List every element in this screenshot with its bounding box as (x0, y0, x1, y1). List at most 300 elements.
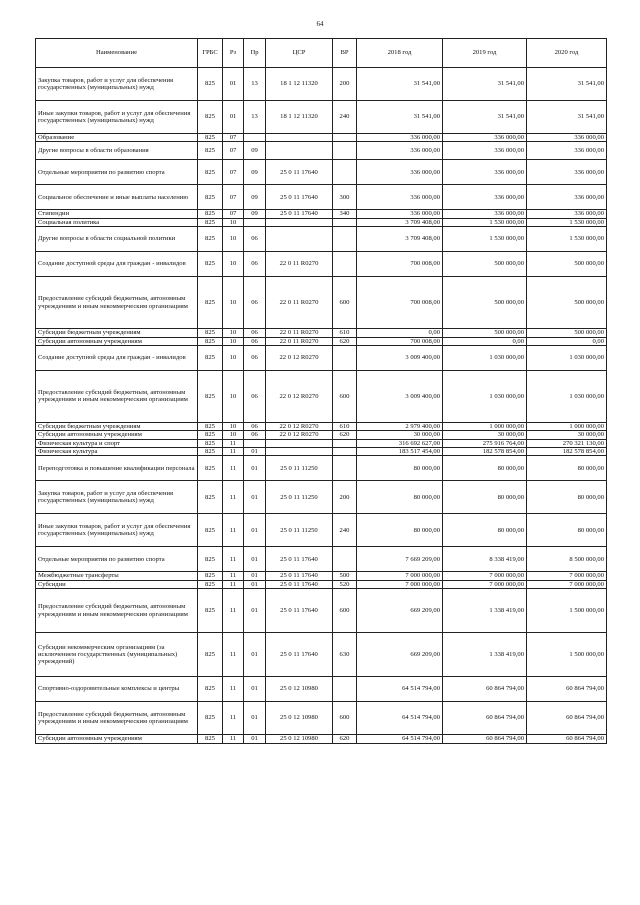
rz-cell: 01 (223, 68, 244, 101)
amount-2018-cell: 336 000,00 (357, 134, 443, 142)
csr-cell (266, 448, 333, 456)
amount-2020-cell: 336 000,00 (527, 185, 607, 210)
csr-cell: 22 0 12 R0270 (266, 345, 333, 370)
grbs-cell: 825 (198, 252, 223, 277)
grbs-cell: 825 (198, 547, 223, 572)
rz-cell: 10 (223, 252, 244, 277)
amount-2019-cell: 8 338 419,00 (443, 547, 527, 572)
amount-2020-cell: 80 000,00 (527, 514, 607, 547)
vr-cell (333, 142, 357, 160)
amount-2019-cell: 31 541,00 (443, 68, 527, 101)
grbs-cell: 825 (198, 227, 223, 252)
amount-2020-cell: 80 000,00 (527, 481, 607, 514)
header-grbs: ГРБС (198, 39, 223, 68)
csr-cell: 25 0 12 10980 (266, 735, 333, 743)
amount-2019-cell: 31 541,00 (443, 101, 527, 134)
pr-cell: 09 (244, 185, 266, 210)
rz-cell: 10 (223, 277, 244, 329)
amount-2019-cell: 1 000 000,00 (443, 422, 527, 430)
row-name-cell: Субсидии (36, 580, 198, 588)
row-name-cell: Стипендии (36, 210, 198, 218)
table-row (36, 210, 607, 218)
row-name-cell: Субсидии бюджетным учреждениям (36, 422, 198, 430)
amount-2018-cell: 3 709 408,00 (357, 227, 443, 252)
amount-2018-cell: 336 000,00 (357, 185, 443, 210)
amount-2018-cell: 7 000 000,00 (357, 580, 443, 588)
grbs-cell: 825 (198, 370, 223, 422)
table-row (36, 101, 607, 134)
table-row (36, 277, 607, 329)
grbs-cell: 825 (198, 514, 223, 547)
pr-cell (244, 218, 266, 226)
amount-2018-cell: 336 000,00 (357, 160, 443, 185)
amount-2019-cell: 336 000,00 (443, 160, 527, 185)
rz-cell: 10 (223, 370, 244, 422)
grbs-cell: 825 (198, 185, 223, 210)
amount-2019-cell: 500 000,00 (443, 252, 527, 277)
amount-2019-cell: 1 530 000,00 (443, 218, 527, 226)
row-name-cell: Предоставление субсидий бюджетным, автономным учреждениям и иным некоммерческим организациям (36, 370, 198, 422)
amount-2018-cell: 669 209,00 (357, 589, 443, 633)
amount-2020-cell: 80 000,00 (527, 456, 607, 481)
header-csr: ЦСР (266, 39, 333, 68)
grbs-cell: 825 (198, 210, 223, 218)
amount-2019-cell: 500 000,00 (443, 329, 527, 337)
table-row (36, 431, 607, 439)
table-row (36, 142, 607, 160)
row-name-cell: Закупка товаров, работ и услуг для обеспечения государственных (муниципальных) нужд (36, 481, 198, 514)
csr-cell: 18 1 12 11320 (266, 68, 333, 101)
amount-2019-cell: 60 864 794,00 (443, 677, 527, 702)
pr-cell: 01 (244, 547, 266, 572)
vr-cell: 300 (333, 185, 357, 210)
amount-2018-cell: 700 008,00 (357, 252, 443, 277)
row-name-cell: Субсидии автономным учреждениям (36, 735, 198, 743)
pr-cell: 06 (244, 252, 266, 277)
grbs-cell: 825 (198, 448, 223, 456)
csr-cell: 25 0 11 17640 (266, 547, 333, 572)
table-row (36, 633, 607, 677)
table-row (36, 448, 607, 456)
amount-2020-cell: 182 578 854,00 (527, 448, 607, 456)
amount-2020-cell: 1 500 000,00 (527, 589, 607, 633)
amount-2019-cell: 1 338 419,00 (443, 589, 527, 633)
amount-2020-cell: 0,00 (527, 337, 607, 345)
pr-cell: 06 (244, 431, 266, 439)
amount-2020-cell: 1 030 000,00 (527, 345, 607, 370)
pr-cell: 01 (244, 448, 266, 456)
vr-cell: 620 (333, 735, 357, 743)
amount-2018-cell: 2 979 400,00 (357, 422, 443, 430)
vr-cell (333, 456, 357, 481)
table-row (36, 252, 607, 277)
csr-cell: 22 0 11 R0270 (266, 277, 333, 329)
amount-2019-cell: 1 338 419,00 (443, 633, 527, 677)
grbs-cell: 825 (198, 735, 223, 743)
table-row (36, 134, 607, 142)
vr-cell (333, 448, 357, 456)
pr-cell: 01 (244, 702, 266, 735)
amount-2018-cell: 336 000,00 (357, 142, 443, 160)
csr-cell: 25 0 11 17640 (266, 589, 333, 633)
rz-cell: 11 (223, 481, 244, 514)
table-body (36, 68, 607, 744)
vr-cell: 200 (333, 481, 357, 514)
amount-2019-cell: 182 578 854,00 (443, 448, 527, 456)
table-row (36, 439, 607, 447)
grbs-cell: 825 (198, 218, 223, 226)
pr-cell: 01 (244, 514, 266, 547)
grbs-cell: 825 (198, 101, 223, 134)
amount-2019-cell: 336 000,00 (443, 210, 527, 218)
row-name-cell: Субсидии некоммерческим организациям (за исключением государственных (муниципальных) учреждений) (36, 633, 198, 677)
rz-cell: 10 (223, 431, 244, 439)
csr-cell: 22 0 11 R0270 (266, 252, 333, 277)
amount-2018-cell: 669 209,00 (357, 633, 443, 677)
table-row (36, 68, 607, 101)
row-name-cell: Социальная политика (36, 218, 198, 226)
vr-cell: 600 (333, 277, 357, 329)
grbs-cell: 825 (198, 456, 223, 481)
amount-2020-cell: 336 000,00 (527, 160, 607, 185)
csr-cell (266, 142, 333, 160)
amount-2018-cell: 80 000,00 (357, 481, 443, 514)
vr-cell: 610 (333, 329, 357, 337)
table-row (36, 329, 607, 337)
rz-cell: 10 (223, 345, 244, 370)
grbs-cell: 825 (198, 345, 223, 370)
grbs-cell: 825 (198, 337, 223, 345)
vr-cell: 620 (333, 431, 357, 439)
row-name-cell: Субсидии автономным учреждениям (36, 431, 198, 439)
table-row (36, 227, 607, 252)
header-2019: 2019 год (443, 39, 527, 68)
rz-cell: 10 (223, 337, 244, 345)
amount-2019-cell: 7 000 000,00 (443, 580, 527, 588)
amount-2019-cell: 336 000,00 (443, 185, 527, 210)
rz-cell: 11 (223, 514, 244, 547)
row-name-cell: Субсидии бюджетным учреждениям (36, 329, 198, 337)
row-name-cell: Закупка товаров, работ и услуг для обеспечения государственных (муниципальных) нужд (36, 68, 198, 101)
row-name-cell: Создание доступной среды для граждан - инвалидов (36, 252, 198, 277)
header-pr: Пр (244, 39, 266, 68)
row-name-cell: Социальное обеспечение и иные выплаты населению (36, 185, 198, 210)
amount-2018-cell: 183 517 454,00 (357, 448, 443, 456)
grbs-cell: 825 (198, 439, 223, 447)
vr-cell (333, 677, 357, 702)
table-row (36, 370, 607, 422)
pr-cell: 06 (244, 337, 266, 345)
row-name-cell: Иные закупки товаров, работ и услуг для обеспечения государственных (муниципальных) нужд (36, 514, 198, 547)
rz-cell: 11 (223, 735, 244, 743)
vr-cell: 600 (333, 370, 357, 422)
row-name-cell: Физическая культура и спорт (36, 439, 198, 447)
pr-cell: 06 (244, 329, 266, 337)
rz-cell: 10 (223, 227, 244, 252)
amount-2018-cell: 7 669 209,00 (357, 547, 443, 572)
row-name-cell: Межбюджетные трансферты (36, 572, 198, 580)
pr-cell: 09 (244, 142, 266, 160)
csr-cell: 25 0 11 11250 (266, 481, 333, 514)
rz-cell: 11 (223, 702, 244, 735)
table-row (36, 677, 607, 702)
pr-cell (244, 134, 266, 142)
pr-cell: 06 (244, 370, 266, 422)
rz-cell: 11 (223, 547, 244, 572)
table-row (36, 481, 607, 514)
table-row (36, 422, 607, 430)
amount-2018-cell: 31 541,00 (357, 101, 443, 134)
amount-2018-cell: 700 008,00 (357, 277, 443, 329)
vr-cell (333, 227, 357, 252)
grbs-cell: 825 (198, 677, 223, 702)
pr-cell (244, 439, 266, 447)
pr-cell: 01 (244, 481, 266, 514)
grbs-cell: 825 (198, 572, 223, 580)
amount-2018-cell: 3 009 400,00 (357, 345, 443, 370)
table-row (36, 735, 607, 743)
pr-cell: 01 (244, 735, 266, 743)
grbs-cell: 825 (198, 702, 223, 735)
grbs-cell: 825 (198, 142, 223, 160)
pr-cell: 01 (244, 456, 266, 481)
vr-cell: 340 (333, 210, 357, 218)
row-name-cell: Спортивно-оздоровительные комплексы и центры (36, 677, 198, 702)
vr-cell (333, 252, 357, 277)
amount-2020-cell: 30 000,00 (527, 431, 607, 439)
grbs-cell: 825 (198, 68, 223, 101)
amount-2019-cell: 80 000,00 (443, 456, 527, 481)
amount-2019-cell: 80 000,00 (443, 514, 527, 547)
vr-cell: 620 (333, 337, 357, 345)
table-row (36, 572, 607, 580)
amount-2020-cell: 500 000,00 (527, 329, 607, 337)
rz-cell: 01 (223, 101, 244, 134)
amount-2020-cell: 31 541,00 (527, 68, 607, 101)
amount-2019-cell: 1 530 000,00 (443, 227, 527, 252)
header-2018: 2018 год (357, 39, 443, 68)
amount-2020-cell: 8 500 000,00 (527, 547, 607, 572)
amount-2018-cell: 64 514 794,00 (357, 735, 443, 743)
rz-cell: 11 (223, 633, 244, 677)
amount-2018-cell: 80 000,00 (357, 514, 443, 547)
amount-2019-cell: 80 000,00 (443, 481, 527, 514)
csr-cell (266, 218, 333, 226)
csr-cell: 25 0 11 11250 (266, 514, 333, 547)
vr-cell: 600 (333, 702, 357, 735)
table-row (36, 218, 607, 226)
grbs-cell: 825 (198, 160, 223, 185)
csr-cell: 25 0 11 11250 (266, 456, 333, 481)
amount-2020-cell: 270 321 130,00 (527, 439, 607, 447)
pr-cell: 01 (244, 589, 266, 633)
vr-cell: 240 (333, 101, 357, 134)
row-name-cell: Отдельные мероприятия по развитию спорта (36, 547, 198, 572)
pr-cell: 13 (244, 68, 266, 101)
vr-cell: 630 (333, 633, 357, 677)
table-row (36, 702, 607, 735)
csr-cell: 22 0 11 R0270 (266, 329, 333, 337)
table-row (36, 580, 607, 588)
amount-2020-cell: 31 541,00 (527, 101, 607, 134)
csr-cell (266, 439, 333, 447)
amount-2020-cell: 336 000,00 (527, 142, 607, 160)
csr-cell: 22 0 12 R0270 (266, 422, 333, 430)
amount-2018-cell: 7 000 000,00 (357, 572, 443, 580)
vr-cell: 600 (333, 589, 357, 633)
grbs-cell: 825 (198, 589, 223, 633)
rz-cell: 11 (223, 456, 244, 481)
csr-cell: 22 0 12 R0270 (266, 431, 333, 439)
csr-cell: 22 0 11 R0270 (266, 337, 333, 345)
table-row (36, 514, 607, 547)
header-2020: 2020 год (527, 39, 607, 68)
pr-cell: 06 (244, 277, 266, 329)
amount-2020-cell: 7 000 000,00 (527, 572, 607, 580)
csr-cell: 25 0 11 17640 (266, 580, 333, 588)
grbs-cell: 825 (198, 481, 223, 514)
amount-2018-cell: 3 009 400,00 (357, 370, 443, 422)
csr-cell: 25 0 11 17640 (266, 185, 333, 210)
amount-2020-cell: 500 000,00 (527, 277, 607, 329)
table-row (36, 160, 607, 185)
table-row (36, 345, 607, 370)
vr-cell (333, 160, 357, 185)
vr-cell: 500 (333, 572, 357, 580)
table-row (36, 456, 607, 481)
page-number: 64 (316, 20, 324, 28)
amount-2020-cell: 336 000,00 (527, 134, 607, 142)
amount-2020-cell: 500 000,00 (527, 252, 607, 277)
pr-cell: 13 (244, 101, 266, 134)
amount-2018-cell: 336 000,00 (357, 210, 443, 218)
rz-cell: 07 (223, 142, 244, 160)
amount-2020-cell: 1 030 000,00 (527, 370, 607, 422)
amount-2018-cell: 316 692 627,00 (357, 439, 443, 447)
amount-2019-cell: 1 030 000,00 (443, 345, 527, 370)
amount-2020-cell: 336 000,00 (527, 210, 607, 218)
amount-2020-cell: 60 864 794,00 (527, 702, 607, 735)
rz-cell: 10 (223, 422, 244, 430)
vr-cell (333, 439, 357, 447)
rz-cell: 10 (223, 329, 244, 337)
amount-2019-cell: 7 000 000,00 (443, 572, 527, 580)
row-name-cell: Физическая культура (36, 448, 198, 456)
vr-cell (333, 547, 357, 572)
amount-2020-cell: 1 530 000,00 (527, 218, 607, 226)
amount-2019-cell: 60 864 794,00 (443, 702, 527, 735)
amount-2018-cell: 3 709 408,00 (357, 218, 443, 226)
csr-cell (266, 227, 333, 252)
csr-cell: 25 0 11 17640 (266, 210, 333, 218)
amount-2019-cell: 1 030 000,00 (443, 370, 527, 422)
row-name-cell: Другие вопросы в области образования (36, 142, 198, 160)
csr-cell: 25 0 12 10980 (266, 702, 333, 735)
grbs-cell: 825 (198, 580, 223, 588)
rz-cell: 11 (223, 677, 244, 702)
amount-2019-cell: 336 000,00 (443, 142, 527, 160)
row-name-cell: Предоставление субсидий бюджетным, автономным учреждениям и иным некоммерческим организациям (36, 277, 198, 329)
pr-cell: 01 (244, 677, 266, 702)
amount-2018-cell: 700 008,00 (357, 337, 443, 345)
row-name-cell: Субсидии автономным учреждениям (36, 337, 198, 345)
csr-cell: 25 0 11 17640 (266, 160, 333, 185)
row-name-cell: Предоставление субсидий бюджетным, автономным учреждениям и иным некоммерческим организациям (36, 702, 198, 735)
amount-2020-cell: 7 000 000,00 (527, 580, 607, 588)
grbs-cell: 825 (198, 422, 223, 430)
amount-2020-cell: 1 000 000,00 (527, 422, 607, 430)
amount-2020-cell: 60 864 794,00 (527, 735, 607, 743)
rz-cell: 11 (223, 448, 244, 456)
amount-2018-cell: 80 000,00 (357, 456, 443, 481)
grbs-cell: 825 (198, 633, 223, 677)
pr-cell: 09 (244, 160, 266, 185)
csr-cell: 25 0 11 17640 (266, 633, 333, 677)
grbs-cell: 825 (198, 329, 223, 337)
row-name-cell: Переподготовка и повышение квалификации персонала (36, 456, 198, 481)
row-name-cell: Образование (36, 134, 198, 142)
amount-2020-cell: 60 864 794,00 (527, 677, 607, 702)
amount-2018-cell: 0,00 (357, 329, 443, 337)
pr-cell: 01 (244, 580, 266, 588)
rz-cell: 07 (223, 210, 244, 218)
header-rz: Рз (223, 39, 244, 68)
pr-cell: 01 (244, 633, 266, 677)
rz-cell: 11 (223, 580, 244, 588)
rz-cell: 11 (223, 589, 244, 633)
amount-2018-cell: 30 000,00 (357, 431, 443, 439)
rz-cell: 11 (223, 572, 244, 580)
pr-cell: 01 (244, 572, 266, 580)
row-name-cell: Отдельные мероприятия по развитию спорта (36, 160, 198, 185)
csr-cell: 18 1 12 11320 (266, 101, 333, 134)
grbs-cell: 825 (198, 134, 223, 142)
row-name-cell: Другие вопросы в области социальной политики (36, 227, 198, 252)
csr-cell: 22 0 12 R0270 (266, 370, 333, 422)
grbs-cell: 825 (198, 431, 223, 439)
pr-cell: 06 (244, 422, 266, 430)
row-name-cell: Создание доступной среды для граждан - инвалидов (36, 345, 198, 370)
vr-cell: 610 (333, 422, 357, 430)
vr-cell (333, 218, 357, 226)
table-header-row (36, 39, 607, 68)
amount-2018-cell: 64 514 794,00 (357, 702, 443, 735)
rz-cell: 07 (223, 185, 244, 210)
table-row (36, 337, 607, 345)
budget-table (35, 38, 607, 744)
table-row (36, 547, 607, 572)
amount-2019-cell: 30 000,00 (443, 431, 527, 439)
vr-cell (333, 345, 357, 370)
vr-cell: 520 (333, 580, 357, 588)
amount-2019-cell: 336 000,00 (443, 134, 527, 142)
csr-cell: 25 0 11 17640 (266, 572, 333, 580)
vr-cell: 240 (333, 514, 357, 547)
amount-2019-cell: 500 000,00 (443, 277, 527, 329)
amount-2018-cell: 64 514 794,00 (357, 677, 443, 702)
rz-cell: 11 (223, 439, 244, 447)
table-row (36, 185, 607, 210)
rz-cell: 07 (223, 160, 244, 185)
amount-2019-cell: 0,00 (443, 337, 527, 345)
header-vr: ВР (333, 39, 357, 68)
csr-cell (266, 134, 333, 142)
table-row (36, 589, 607, 633)
amount-2019-cell: 60 864 794,00 (443, 735, 527, 743)
pr-cell: 09 (244, 210, 266, 218)
amount-2018-cell: 31 541,00 (357, 68, 443, 101)
rz-cell: 07 (223, 134, 244, 142)
